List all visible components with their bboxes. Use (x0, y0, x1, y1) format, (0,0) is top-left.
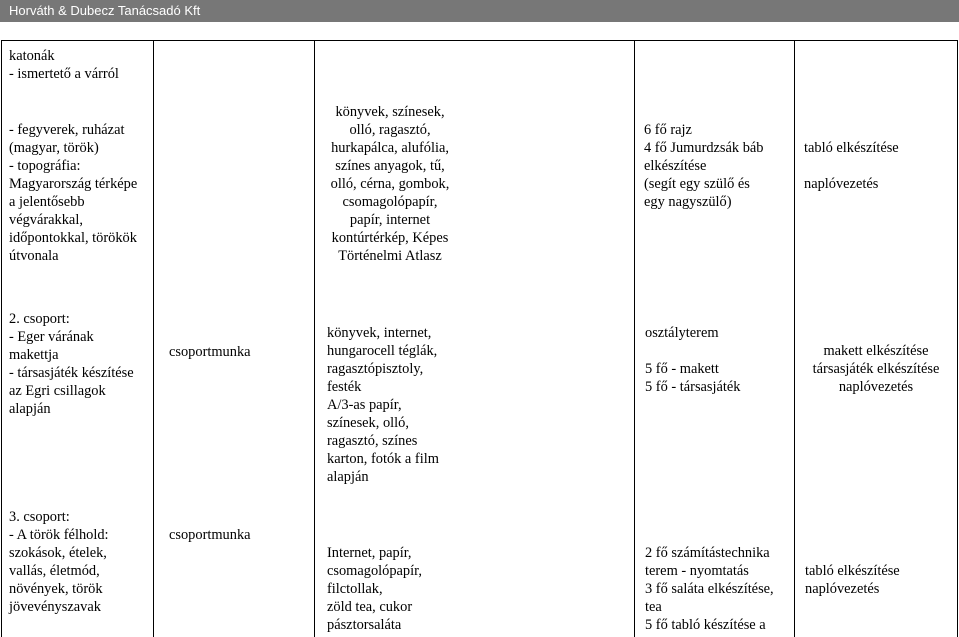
row2-topic (9, 121, 137, 265)
activity-table (1, 40, 958, 637)
column-divider (634, 41, 635, 637)
row4-topic (9, 508, 109, 616)
row3-organization (645, 324, 741, 396)
cell-line: makettja (9, 347, 59, 363)
cell-line: alapján (327, 469, 369, 485)
cell-line: (magyar, török) (9, 140, 99, 156)
cell-line: hungarocell téglák, (327, 343, 438, 359)
cell-line: karton, fotók a film (327, 451, 439, 467)
row4-materials (327, 544, 422, 634)
row3-method (169, 343, 251, 361)
cell-line: tea (645, 599, 662, 615)
cell-line: A/3-as papír, (327, 397, 402, 413)
cell-line: - Eger várának (9, 329, 94, 345)
cell-line: útvonala (9, 248, 59, 264)
row4-method (169, 526, 251, 544)
row4-organization (645, 544, 774, 634)
cell-line: csomagolópapír, (342, 194, 438, 210)
cell-line: - topográfia: (9, 158, 81, 174)
cell-line: 6 fő rajz (644, 122, 692, 138)
cell-line: - A török félhold: (9, 527, 109, 543)
row1-topic (9, 47, 119, 83)
cell-line: Magyarország térképe (9, 176, 138, 192)
cell-line: naplóvezetés (804, 176, 879, 192)
cell-line: csomagolópapír, (327, 563, 422, 579)
cell-line: időpontokkal, törökök (9, 230, 137, 246)
cell-line: terem - nyomtatás (645, 563, 749, 579)
column-divider (314, 41, 315, 637)
cell-line: festék (327, 379, 362, 395)
cell-line: zöld tea, cukor (327, 599, 413, 615)
cell-line: színes anyagok, tű, (335, 158, 445, 174)
cell-line: Történelmi Atlasz (338, 248, 442, 264)
cell-line: az Egri csillagok (9, 383, 106, 399)
cell-line: egy nagyszülő) (644, 194, 732, 210)
cell-line: jövevényszavak (9, 599, 101, 615)
cell-line: katonák (9, 48, 55, 64)
cell-line: végvárakkal, (9, 212, 83, 228)
cell-line: társasjáték elkészítése (812, 361, 940, 377)
cell-line: vallás, életmód, (9, 563, 100, 579)
cell-line: 3 fő saláta elkészítése, (645, 581, 774, 597)
cell-line: pásztorsaláta (327, 617, 402, 633)
row3-materials (327, 324, 439, 486)
row3-outcome (795, 342, 957, 396)
row2-outcome (804, 139, 899, 193)
row2-materials (320, 103, 460, 265)
cell-line: ragasztópisztoly, (327, 361, 424, 377)
cell-line: alapján (9, 401, 51, 417)
row4-outcome (805, 562, 900, 598)
cell-line: csoportmunka (169, 527, 251, 543)
cell-line: - fegyverek, ruházat (9, 122, 125, 138)
cell-line: 5 fő - makett (645, 361, 719, 377)
cell-line: naplóvezetés (805, 581, 880, 597)
cell-line: növények, török (9, 581, 103, 597)
cell-line: 3. csoport: (9, 509, 70, 525)
row3-topic (9, 310, 134, 418)
cell-line: könyvek, színesek, (335, 104, 445, 120)
cell-line (804, 157, 899, 175)
cell-line: 4 fő Jumurdzsák báb (644, 140, 764, 156)
cell-line: kontúrtérkép, Képes (331, 230, 449, 246)
cell-line: tabló elkészítése (804, 140, 899, 156)
cell-line: könyvek, internet, (327, 325, 432, 341)
cell-line: ragasztó, színes (327, 433, 418, 449)
cell-line: a jelentősebb (9, 194, 85, 210)
cell-line: (segít egy szülő és (644, 176, 750, 192)
cell-line: tabló elkészítése (805, 563, 900, 579)
cell-line: makett elkészítése (823, 343, 929, 359)
cell-line: 5 fő - társasjáték (645, 379, 741, 395)
column-divider (153, 41, 154, 637)
cell-line: csoportmunka (169, 344, 251, 360)
cell-line: osztályterem (645, 325, 719, 341)
cell-line: Internet, papír, (327, 545, 412, 561)
cell-line: szokások, ételek, (9, 545, 107, 561)
cell-line: 2 fő számítástechnika (645, 545, 770, 561)
cell-line (645, 342, 741, 360)
cell-line: - társasjáték készítése (9, 365, 134, 381)
column-divider (794, 41, 795, 637)
cell-line: naplóvezetés (838, 379, 914, 395)
cell-line: 5 fő tabló készítése a (645, 617, 766, 633)
cell-line: elkészítése (644, 158, 707, 174)
cell-line: olló, cérna, gombok, (330, 176, 450, 192)
cell-line: színesek, olló, (327, 415, 409, 431)
cell-line: papír, internet (349, 212, 431, 228)
cell-line: olló, ragasztó, (349, 122, 431, 138)
cell-line: filctollak, (327, 581, 383, 597)
cell-line: - ismertető a várról (9, 66, 119, 82)
document-header (0, 0, 959, 22)
row2-organization (644, 121, 764, 211)
cell-line: hurkapálca, alufólia, (331, 140, 449, 156)
company-name: Horváth & Dubecz Tanácsadó Kft (9, 3, 201, 18)
cell-line: 2. csoport: (9, 311, 70, 327)
